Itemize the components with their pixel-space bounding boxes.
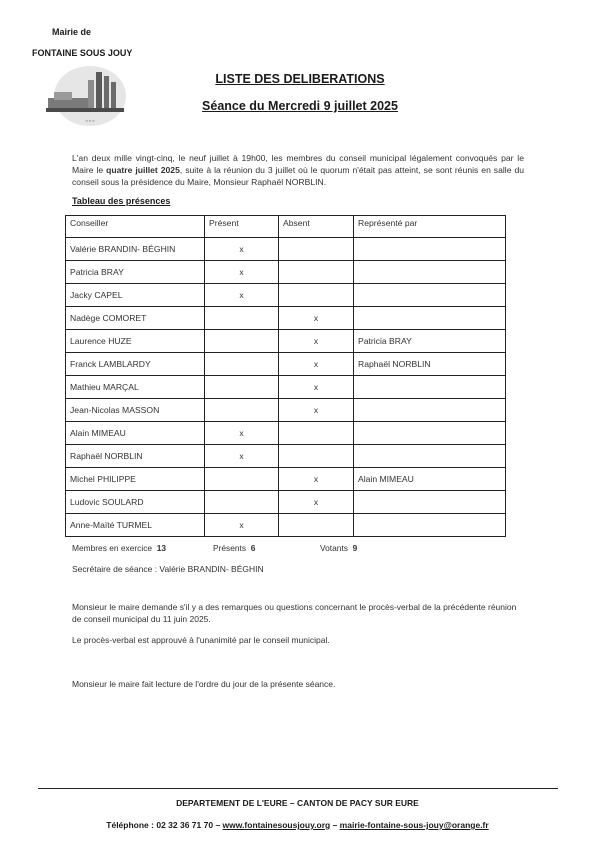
col-header-absent: Absent xyxy=(279,216,354,238)
votants-label: Votants xyxy=(320,543,348,553)
presents-label: Présents xyxy=(213,543,247,553)
cell-conseiller: Anne-Maïté TURMEL xyxy=(66,514,205,537)
cell-represente: Patricia BRAY xyxy=(354,330,506,353)
table-row xyxy=(66,445,506,468)
cell-absent xyxy=(279,238,354,261)
col-header-present: Présent xyxy=(205,216,279,238)
table-row xyxy=(66,353,506,376)
town-hall-logo-icon xyxy=(42,58,128,130)
cell-present: x xyxy=(205,514,279,537)
table-row xyxy=(66,514,506,537)
presence-table xyxy=(65,215,506,537)
cell-absent: x xyxy=(279,468,354,491)
intro-paragraph xyxy=(72,152,524,188)
table-row xyxy=(66,261,506,284)
table-row xyxy=(66,376,506,399)
secretaire-line: Secrétaire de séance : Valérie BRANDIN- BÉGHIN xyxy=(72,564,264,574)
cell-present: x xyxy=(205,445,279,468)
cell-represente xyxy=(354,307,506,330)
cell-conseiller: Michel PHILIPPE xyxy=(66,468,205,491)
cell-represente xyxy=(354,376,506,399)
cell-present: x xyxy=(205,261,279,284)
cell-represente xyxy=(354,284,506,307)
cell-present xyxy=(205,491,279,514)
cell-present xyxy=(205,353,279,376)
cell-absent xyxy=(279,445,354,468)
cell-conseiller: Valérie BRANDIN- BÉGHIN xyxy=(66,238,205,261)
membres-total xyxy=(72,543,166,553)
membres-label: Membres en exercice xyxy=(72,543,153,553)
cell-present xyxy=(205,307,279,330)
cell-represente xyxy=(354,238,506,261)
col-header-conseiller: Conseiller xyxy=(66,216,205,238)
table-heading: Tableau des présences xyxy=(72,196,171,206)
svg-text:≈ ≈ ≈: ≈ ≈ ≈ xyxy=(85,118,95,123)
cell-conseiller: Jean-Nicolas MASSON xyxy=(66,399,205,422)
cell-represente xyxy=(354,445,506,468)
cell-absent: x xyxy=(279,376,354,399)
table-row xyxy=(66,468,506,491)
membres-value: 13 xyxy=(156,543,167,553)
table-header-row xyxy=(66,216,506,238)
cell-absent xyxy=(279,284,354,307)
intro-date-bold: quatre juillet 2025 xyxy=(106,165,180,175)
footer-department: DEPARTEMENT DE L'EURE – CANTON DE PACY SUR EURE xyxy=(176,798,419,808)
cell-present xyxy=(205,468,279,491)
presents-total xyxy=(213,543,255,553)
votants-value: 9 xyxy=(352,543,358,553)
cell-represente xyxy=(354,261,506,284)
phone-number: 02 32 36 71 70 xyxy=(156,820,214,830)
phone-label: Téléphone : xyxy=(106,820,154,830)
cell-represente: Alain MIMEAU xyxy=(354,468,506,491)
cell-present xyxy=(205,330,279,353)
lecture-paragraph: Monsieur le maire fait lecture de l'ordre du jour de la présente séance. xyxy=(72,679,336,689)
table-row xyxy=(66,330,506,353)
votants-total xyxy=(320,543,357,553)
cell-conseiller: Franck LAMBLARDY xyxy=(66,353,205,376)
session-date: Séance du Mercredi 9 juillet 2025 xyxy=(202,99,398,113)
table-row xyxy=(66,284,506,307)
presents-value: 6 xyxy=(250,543,256,553)
cell-conseiller: Laurence HUZE xyxy=(66,330,205,353)
cell-present: x xyxy=(205,422,279,445)
cell-absent xyxy=(279,422,354,445)
approuve-paragraph: Le procès-verbal est approuvé à l'unanimité par le conseil municipal. xyxy=(72,635,330,645)
intro-text-1: L'an deux mille vingt-cinq, le neuf juillet à 19h00, les membres du conseil municipal légalement convoqués par le Maire le xyxy=(72,153,524,175)
col-header-represente: Représenté par xyxy=(354,216,506,238)
remarques-paragraph: Monsieur le maire demande s'il y a des remarques ou questions concernant le procès-verbal de la précédente réunion de conseil municipal du 11 juin 2025. xyxy=(72,602,517,624)
table-row xyxy=(66,399,506,422)
cell-present xyxy=(205,399,279,422)
cell-conseiller: Jacky CAPEL xyxy=(66,284,205,307)
page-title: LISTE DES DELIBERATIONS xyxy=(215,72,385,86)
cell-absent: x xyxy=(279,399,354,422)
cell-absent: x xyxy=(279,307,354,330)
cell-present: x xyxy=(205,284,279,307)
cell-absent: x xyxy=(279,330,354,353)
cell-conseiller: Mathieu MARÇAL xyxy=(66,376,205,399)
commune-name: FONTAINE SOUS JOUY xyxy=(32,48,133,58)
footer-contact xyxy=(0,820,595,830)
cell-absent xyxy=(279,261,354,284)
cell-represente xyxy=(354,422,506,445)
cell-represente xyxy=(354,399,506,422)
cell-conseiller: Nadège COMORET xyxy=(66,307,205,330)
footer-sep-2: – xyxy=(330,820,340,830)
cell-present xyxy=(205,376,279,399)
cell-conseiller: Alain MIMEAU xyxy=(66,422,205,445)
cell-conseiller: Raphaël NORBLIN xyxy=(66,445,205,468)
table-row xyxy=(66,491,506,514)
intro-text-2: , suite à la réunion du 3 juillet où le quorum n'était pas atteint, se sont réunis en salle du conseil sous la présidence du Maire, Monsieur Raphaël NORBLIN. xyxy=(72,165,525,187)
cell-conseiller: Ludovic SOULARD xyxy=(66,491,205,514)
cell-conseiller: Patricia BRAY xyxy=(66,261,205,284)
cell-represente: Raphaël NORBLIN xyxy=(354,353,506,376)
cell-absent: x xyxy=(279,353,354,376)
cell-present: x xyxy=(205,238,279,261)
table-row xyxy=(66,238,506,261)
cell-represente xyxy=(354,491,506,514)
cell-represente xyxy=(354,514,506,537)
footer-divider xyxy=(38,788,558,789)
cell-absent: x xyxy=(279,491,354,514)
website-link[interactable]: www.fontainesousjouy.org xyxy=(222,820,331,830)
cell-absent xyxy=(279,514,354,537)
email-link[interactable]: mairie-fontaine-sous-jouy@orange.fr xyxy=(339,820,489,830)
mairie-label: Mairie de xyxy=(52,27,92,37)
footer-sep-1: – xyxy=(213,820,223,830)
table-row xyxy=(66,307,506,330)
table-row xyxy=(66,422,506,445)
